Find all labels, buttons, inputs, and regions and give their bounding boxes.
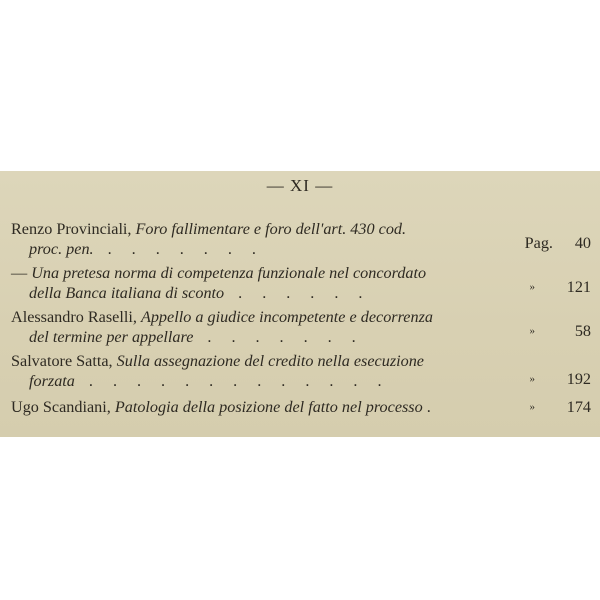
page-label: Pag. (524, 234, 553, 252)
toc-author: Ugo Scandiani, (11, 398, 111, 416)
page-header-roman-numeral: — XI — (266, 176, 334, 195)
page-number: 121 (566, 278, 591, 296)
toc-entry-line2 (29, 328, 376, 346)
toc-author: Alessandro Raselli, (11, 308, 137, 326)
page-number: 174 (566, 398, 591, 416)
toc-title: Foro fallimentare e foro dell'art. 430 cod. (135, 220, 407, 238)
page-label: » (529, 325, 535, 337)
toc-title-cont: forzata (29, 372, 75, 390)
toc-entry-line2 (29, 240, 276, 258)
page-number: 192 (566, 370, 591, 388)
toc-entry-line2 (29, 372, 402, 390)
leader-dots: ....... (207, 328, 376, 346)
leader-dot: . (426, 398, 431, 416)
toc-title: Appello a giudice incompetente e decorrenza (140, 308, 433, 326)
toc-entry-line2 (29, 284, 382, 302)
page-number: 40 (574, 234, 591, 252)
leader-dots: ............. (88, 372, 402, 390)
page-number: 58 (574, 322, 591, 340)
toc-title-cont: proc. pen. (29, 240, 94, 258)
toc-entry-line1 (11, 398, 431, 416)
leader-dots: ....... (107, 240, 276, 258)
toc-page-ref (525, 234, 591, 252)
toc-page-ref (529, 398, 591, 416)
toc-entry-line1 (11, 220, 406, 238)
toc-title-cont: del termine per appellare (29, 328, 194, 346)
page-label: » (529, 373, 535, 385)
toc-title: Sulla assegnazione del credito nella esecuzione (116, 352, 424, 370)
leader-dots: ...... (238, 284, 383, 302)
toc-title-cont: della Banca italiana di sconto (29, 284, 225, 302)
page-label: » (529, 281, 535, 293)
toc-page-ref (529, 278, 591, 296)
toc-author: Salvatore Satta, (11, 352, 113, 370)
toc-page-ref (529, 370, 591, 388)
toc-page-ref (529, 322, 591, 340)
toc-author: Renzo Provinciali, (11, 220, 132, 238)
toc-entry-line1 (11, 308, 433, 326)
page-label: » (529, 401, 535, 413)
toc-title: Patologia della posizione del fatto nel processo (114, 398, 423, 416)
toc-author: — (11, 264, 28, 282)
toc-title: Una pretesa norma di competenza funzionale nel concordato (31, 264, 427, 282)
toc-entry-line1 (11, 352, 424, 370)
toc-entry-line1 (11, 264, 426, 282)
